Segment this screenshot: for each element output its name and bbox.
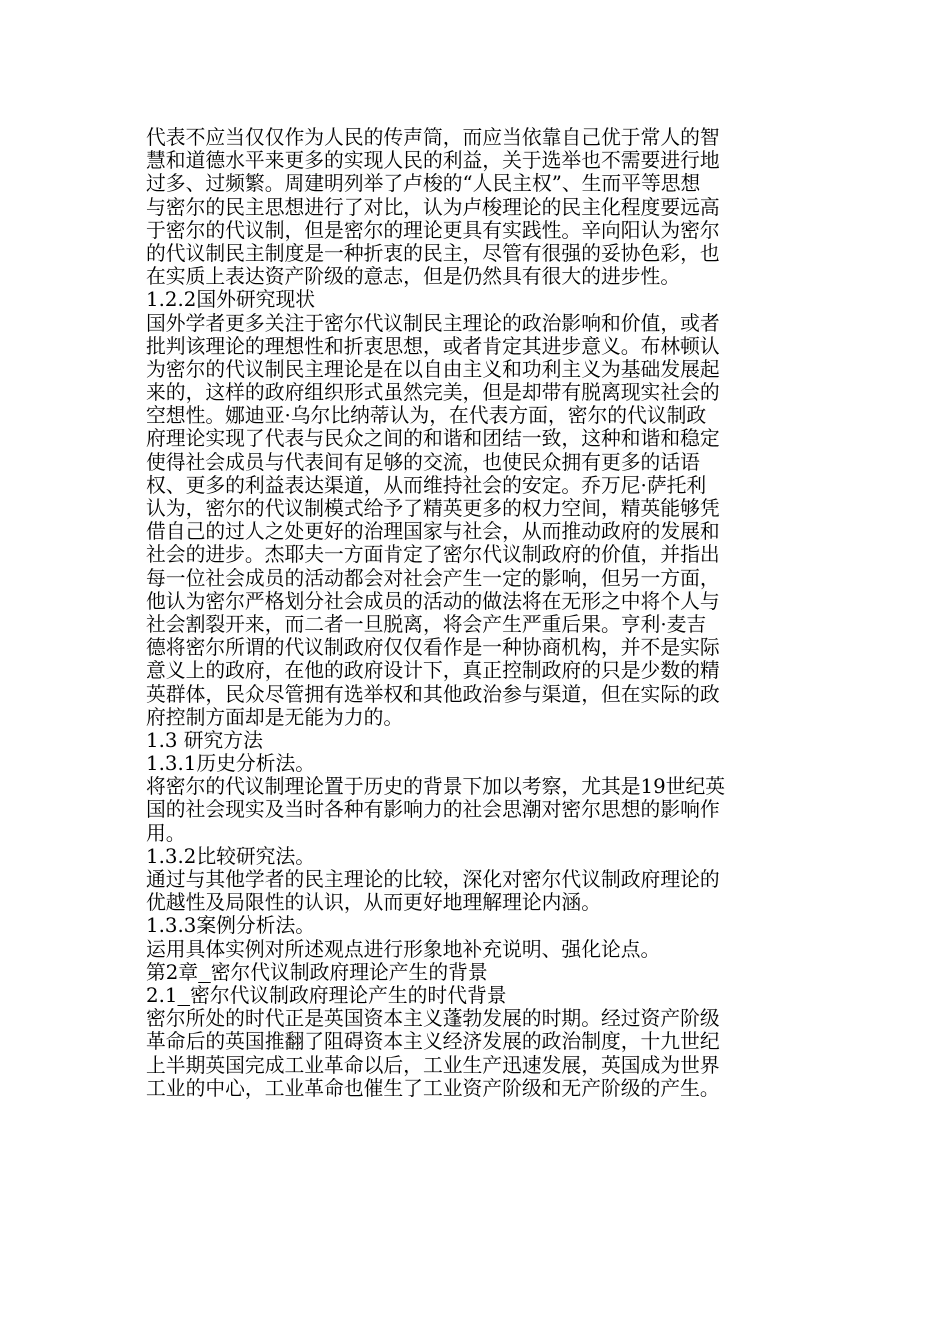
text-line: 的代议制民主制度是一种折衷的民主，尽管有很强的妥协色彩，也: [146, 241, 720, 265]
text-line: 工业的中心，工业革命也催生了工业资产阶级和无产阶级的产生。: [146, 1076, 720, 1100]
text-line: 上半期英国完成工业革命以后，工业生产迅速发展，英国成为世界: [146, 1053, 720, 1077]
text-line: 于密尔的代议制，但是密尔的理论更具有实践性。辛向阳认为密尔: [146, 218, 720, 242]
section-heading: 1.2.2国外研究现状: [146, 288, 316, 312]
text-line: 借自己的过人之处更好的治理国家与社会，从而推动政府的发展和: [146, 520, 720, 544]
text-line: 英群体，民众尽管拥有选举权和其他政治参与渠道，但在实际的政: [146, 682, 720, 706]
text-line: 与密尔的民主思想进行了对比，认为卢梭理论的民主化程度要远高: [146, 195, 720, 219]
text-line: 用。: [146, 821, 186, 845]
section-heading: [146, 984, 814, 1007]
chapter-heading: [146, 961, 814, 984]
chapter-title: 密尔代议制政府理论产生的背景: [210, 960, 488, 984]
section-heading: 1.3.1历史分析法。: [146, 752, 316, 776]
text-line: 权、更多的利益表达渠道，从而维持社会的安定。乔万尼·萨托利: [146, 473, 707, 497]
text-line: 国外学者更多关注于密尔代议制民主理论的政治影响和价值，或者: [146, 311, 720, 335]
text-line: 革命后的英国推翻了阻碍资本主义经济发展的政治制度，十九世纪: [146, 1030, 720, 1054]
text-line: 为密尔的代议制民主理论是在以自由主义和功利主义为基础发展起: [146, 357, 720, 381]
document-body: [146, 126, 814, 1100]
text-line: 德将密尔所谓的代议制政府仅仅看作是一种协商机构，并不是实际: [146, 636, 720, 660]
chapter-number: 第2章: [146, 960, 199, 984]
text-line: 密尔所处的时代正是英国资本主义蓬勃发展的时期。经过资产阶级: [146, 1007, 720, 1031]
text-line: 认为，密尔的代议制模式给予了精英更多的权力空间，精英能够凭: [146, 497, 720, 520]
text-line: 每一位社会成员的活动都会对社会产生一定的影响，但另一方面，: [146, 566, 720, 590]
text-line: 通过与其他学者的民主理论的比较，深化对密尔代议制政府理论的: [146, 868, 720, 891]
text-line: 空想性。娜迪亚·乌尔比纳蒂认为，在代表方面，密尔的代议制政: [146, 404, 707, 428]
text-line: 慧和道德水平来更多的实现人民的利益，关于选举也不需要进行地: [146, 149, 720, 173]
text-line: 府理论实现了代表与民众之间的和谐和团结一致，这种和谐和稳定: [146, 427, 720, 451]
section-title: 密尔代议制政府理论产生的时代背景: [190, 983, 507, 1007]
section-heading: 1.3.3案例分析法。: [146, 914, 316, 938]
section-gap: [177, 984, 190, 1007]
text-line: 在实质上表达资产阶级的意志，但是仍然具有很大的进步性。: [146, 265, 681, 289]
text-line: 国的社会现实及当时各种有影响力的社会思潮对密尔思想的影响作: [146, 798, 720, 822]
text-line: 运用具体实例对所述观点进行形象地补充说明、强化论点。: [146, 937, 661, 961]
text-line: 他认为密尔严格划分社会成员的活动的做法将在无形之中将个人与: [146, 589, 720, 613]
text-line: 社会的进步。杰耶夫一方面肯定了密尔代议制政府的价值，并指出: [146, 543, 720, 567]
text-line: 社会割裂开来，而二者一旦脱离，将会产生严重后果。亨利·麦吉: [146, 612, 707, 636]
text-line: 代表不应当仅仅作为人民的传声筒，而应当依靠自己优于常人的智: [146, 126, 720, 149]
text-line: 过多、过频繁。周建明列举了卢梭的“人民主权”、生而平等思想: [146, 172, 701, 196]
text-line: 优越性及局限性的认识，从而更好地理解理论内涵。: [146, 891, 601, 915]
chapter-gap: [198, 961, 211, 984]
section-number: 2.1: [146, 983, 178, 1007]
text-line: 使得社会成员与代表间有足够的交流，也使民众拥有更多的话语: [146, 450, 700, 474]
section-heading: 1.3.2比较研究法。: [146, 844, 316, 868]
text-line: 意义上的政府，在他的政府设计下，真正控制政府的只是少数的精: [146, 659, 720, 683]
text-line: 府控制方面却是无能为力的。: [146, 705, 404, 729]
text-line: 来的，这样的政府组织形式虽然完美，但是却带有脱离现实社会的: [146, 381, 720, 405]
text-line: 批判该理论的理想性和折衷思想，或者肯定其进步意义。布林顿认: [146, 334, 720, 358]
section-heading: 1.3 研究方法: [146, 728, 263, 752]
text-line: 将密尔的代议制理论置于历史的背景下加以考察，尤其是19世纪英: [146, 775, 726, 799]
